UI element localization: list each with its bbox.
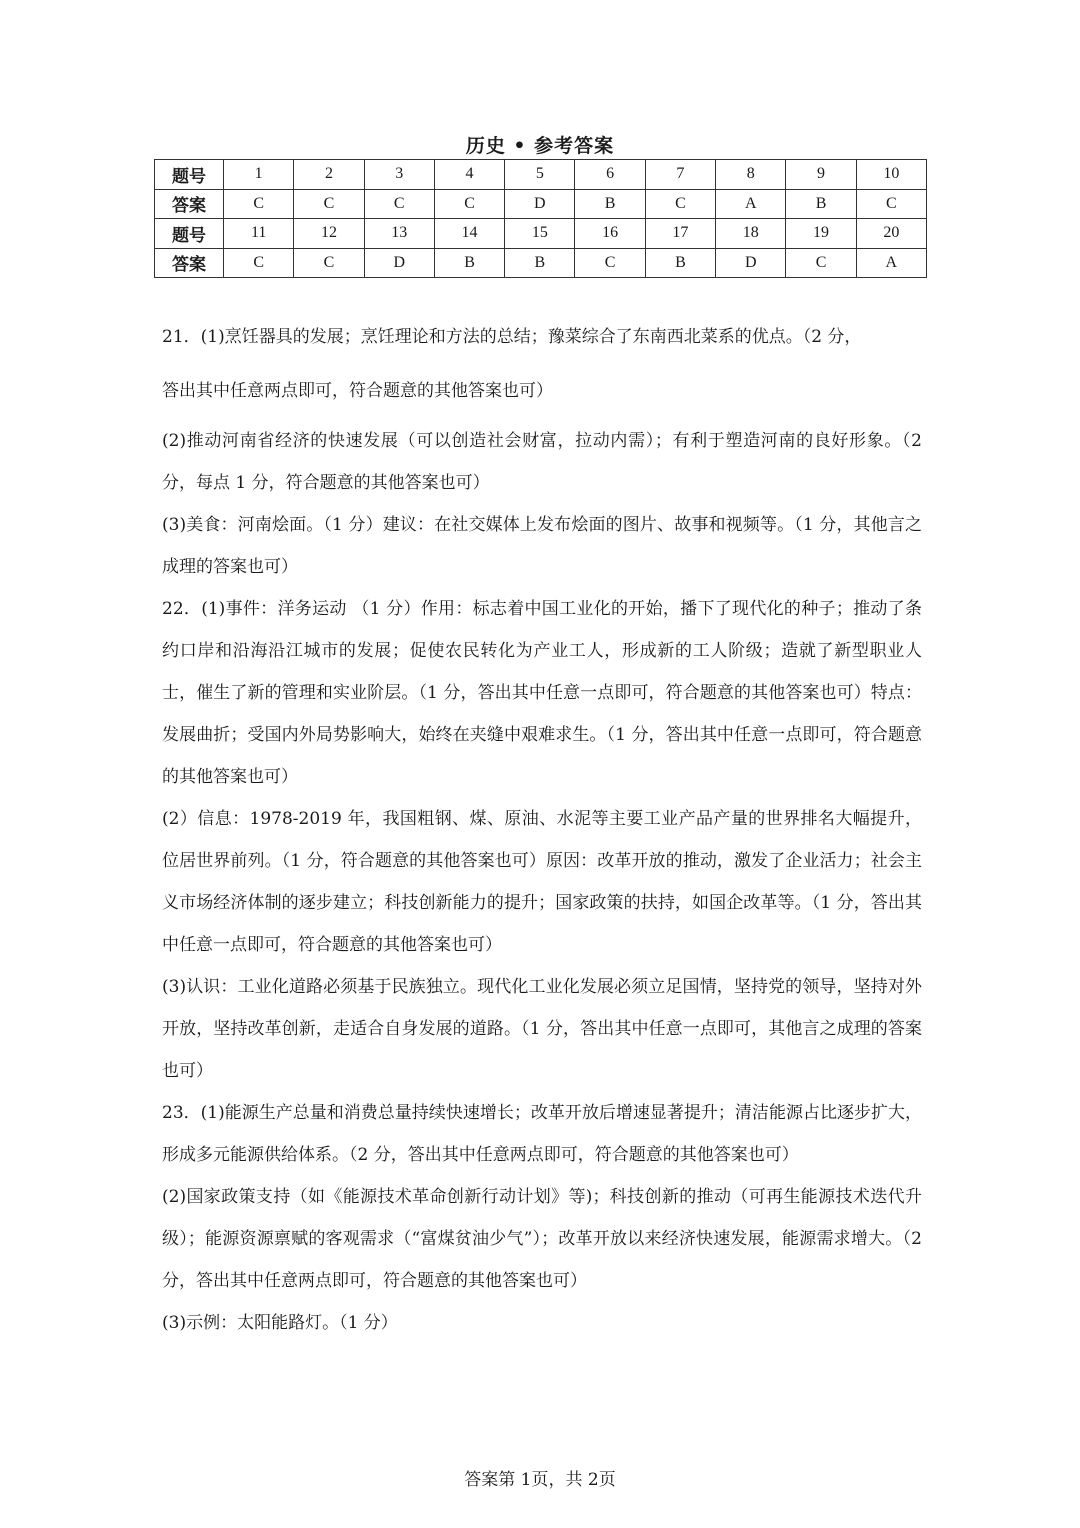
table-cell: D	[364, 248, 434, 278]
table-cell: B	[505, 248, 575, 278]
table-cell: 14	[434, 219, 504, 249]
answer-22-1: 22．(1)事件：洋务运动 （1 分）作用：标志着中国工业化的开始，播下了现代化的种子；推动了条约口岸和沿海沿江城市的发展；促使农民转化为产业工人，形成新的工人阶级；造就了新型职业人士，催生了新的管理和实业阶层。（1 分，答出其中任意一点即可，符合题意的其他答案也可）特点：发展曲折；受国内外局势影响大，始终在夹缝中艰难求生。（1 分，答出其中任意一点即可，符合题意的其他答案也可）	[162, 599, 922, 787]
table-cell: 3	[364, 160, 434, 190]
table-cell: C	[294, 248, 364, 278]
table-cell: 9	[786, 160, 856, 190]
table-cell: 6	[575, 160, 645, 190]
table-cell: C	[434, 189, 504, 219]
answer-21-3: (3)美食：河南烩面。（1 分）建议：在社交媒体上发布烩面的图片、故事和视频等。（1 分，其他言之成理的答案也可）	[162, 515, 922, 577]
table-cell: 5	[505, 160, 575, 190]
table-cell: C	[645, 189, 715, 219]
table-cell: A	[856, 248, 926, 278]
table-cell: 20	[856, 219, 926, 249]
table-cell: 11	[224, 219, 294, 249]
table-row	[155, 160, 927, 190]
row-header: 答案	[155, 189, 224, 219]
table-cell: C	[224, 248, 294, 278]
table-cell: B	[645, 248, 715, 278]
row-header: 题号	[155, 160, 224, 190]
answer-21-1-line1: 21．(1)烹饪器具的发展；烹饪理论和方法的总结；豫菜综合了东南西北菜系的优点。（2 分，	[162, 327, 862, 347]
table-cell: C	[856, 189, 926, 219]
table-cell: C	[294, 189, 364, 219]
table-cell: 16	[575, 219, 645, 249]
table-cell: C	[224, 189, 294, 219]
table-cell: 4	[434, 160, 504, 190]
table-cell: C	[575, 248, 645, 278]
table-cell: D	[716, 248, 786, 278]
row-header: 题号	[155, 219, 224, 249]
table-cell: D	[505, 189, 575, 219]
answer-23-3: (3)示例：太阳能路灯。（1 分）	[162, 1313, 398, 1333]
answer-23-1: 23．(1)能源生产总量和消费总量持续快速增长；改革开放后增速显著提升；清洁能源占比逐步扩大，形成多元能源供给体系。（2 分，答出其中任意两点即可，符合题意的其他答案也可）	[162, 1103, 922, 1165]
table-row	[155, 219, 927, 249]
table-cell: C	[364, 189, 434, 219]
table-cell: C	[786, 248, 856, 278]
answer-22-3: (3)认识：工业化道路必须基于民族独立。现代化工业化发展必须立足国情，坚持党的领导，坚持对外开放，坚持改革创新，走适合自身发展的道路。（1 分，答出其中任意一点即可，其他言之成理的答案也可）	[162, 977, 922, 1081]
table-cell: 2	[294, 160, 364, 190]
answer-content	[162, 316, 922, 1344]
answer-21-2: (2)推动河南省经济的快速发展（可以创造社会财富，拉动内需）；有利于塑造河南的良好形象。（2 分，每点 1 分，符合题意的其他答案也可）	[162, 431, 922, 493]
table-cell: 18	[716, 219, 786, 249]
answer-23-2: (2)国家政策支持（如《能源技术革命创新行动计划》等)；科技创新的推动（可再生能源技术迭代升级）；能源资源禀赋的客观需求（“富煤贫油少气”）；改革开放以来经济快速发展，能源需求增大。（2 分，答出其中任意两点即可，符合题意的其他答案也可）	[162, 1187, 922, 1291]
table-cell: 7	[645, 160, 715, 190]
table-cell: B	[786, 189, 856, 219]
table-cell: A	[716, 189, 786, 219]
page-footer: 答案第 1页，共 2页	[464, 1470, 616, 1490]
table-cell: 19	[786, 219, 856, 249]
table-cell: 15	[505, 219, 575, 249]
table-cell: 10	[856, 160, 926, 190]
table-row	[155, 248, 927, 278]
table-cell: 8	[716, 160, 786, 190]
page-title: 历史 • 参考答案	[465, 135, 615, 157]
answer-22-2: (2）信息：1978-2019 年，我国粗钢、煤、原油、水泥等主要工业产品产量的世界排名大幅提升，位居世界前列。（1 分，符合题意的其他答案也可）原因：改革开放的推动，激发了企业活力；社会主义市场经济体制的逐步建立；科技创新能力的提升；国家政策的扶持，如国企改革等。（1 分，答出其中任意一点即可，符合题意的其他答案也可）	[162, 809, 922, 955]
answer-21-1-line2: 答出其中任意两点即可，符合题意的其他答案也可）	[162, 381, 553, 401]
table-cell: B	[434, 248, 504, 278]
table-cell: 17	[645, 219, 715, 249]
table-cell: 12	[294, 219, 364, 249]
answer-table	[154, 159, 927, 278]
table-cell: 13	[364, 219, 434, 249]
row-header: 答案	[155, 248, 224, 278]
table-row	[155, 189, 927, 219]
table-cell: B	[575, 189, 645, 219]
table-cell: 1	[224, 160, 294, 190]
